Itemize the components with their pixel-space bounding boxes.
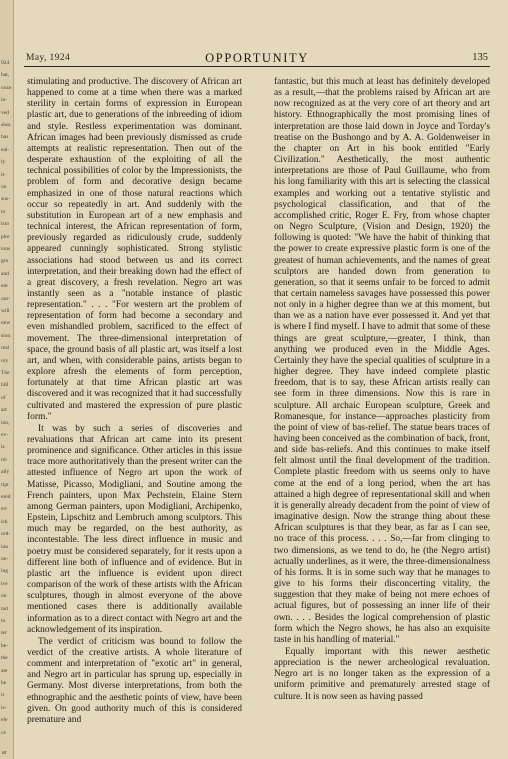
margin-fragment: sion. — [1, 122, 12, 128]
margin-fragment: has — [1, 134, 9, 141]
margin-fragment: ir — [1, 692, 5, 699]
margin-fragment: ered — [1, 494, 11, 500]
adjacent-page-margin — [0, 0, 14, 759]
margin-fragment: hat, — [1, 72, 10, 79]
running-header — [24, 50, 490, 67]
margin-fragment: ally — [1, 469, 10, 476]
paragraph: It was by such a series of discoveries and revaluations that African art came into its present prominence and significance. Other articles in this issue trace more authoritatively than the present writer can the attested influence of Negro art upon the work of Matisse, Picasso, Modigliani, and Soutine among the French painters, upon Max Pechstein, Elaine Stern among German painters, upon Modigliani, Archipenko, Epstein, Lipschitz and Lembruch among sculptors. This much may be regarded, on the best authority, as incontestable. The less direct influence in music and poetry must be considered separately, for it rests upon a different line both of influence and of evidence. But in plastic art the influence is evident upon direct comparison of the work of these artists with the African sculptures, though in almost everyone of the above mentioned cases there is additionally available information as to a direct contact with Negro art and the acknowledgement of its inspiration. — [27, 423, 242, 635]
margin-fragment: ent — [1, 283, 8, 290]
paragraph: stimulating and productive. The discovery of African art happened to come at a time when there was a marked sterility in certain forms of expression in European plastic art, due to generations of the inbreeding of idiom and style. Restless experimentation was dominant. African images had been previously dismissed as crude attempts at realistic representation. Then out of the desperate exhaustion of the exploiting of all the technical possibilities of color by the Impressionists, the problem of form and decorative design became emphasized in one of those natural reactions which occur so repeatedly in art. And suddenly with the substitution in European art of a new emphasis and technical interest, the African representation of form, previously regarded as ridiculously crude, suddenly appeared cunningly sophisticated. Strong stylistic associations had stood between us and its correct interpretation, and their breaking down had the effect of a great discovery, a fresh revelation. Negro art was instantly seen as a "notable instance of plastic representation." . . . "For western art the problem of representation of form had become a secondary and even mishandled problem, sacrificed to the effect of movement. The three-dimensional interpretation of space, the ground basis of all plastic art, was itself a lost art, and when, with considerable pains, artists began to explore afresh the elements of form perception, fortunately at that time African plastic art was discovered and it was recognized that it had successfully cultivated and mastered the expression of pure plastic form." — [27, 77, 242, 422]
margin-fragment: it- — [1, 171, 6, 178]
margin-fragment: to — [1, 618, 6, 624]
margin-fragment: hill — [1, 382, 9, 389]
margin-fragment: lsto — [1, 221, 9, 228]
margin-fragment: pire — [1, 233, 10, 240]
margin-fragment: ory — [1, 357, 9, 364]
margin-fragment: sion — [1, 332, 11, 339]
margin-fragment: ive — [1, 580, 8, 587]
paragraph: The verdict of criticism was bound to follow the verdict of the creative artists. A whole literature of comment and interpretation of "exotic art" in general, and Negro art in particular has sprung up, especially in Germany. Most diverse interpretations, from both the ethnographic and the aesthetic points of view, have been given. On good authority much of this is considered premature and — [27, 636, 242, 725]
paragraph: fantastic, but this much at least has definitely developed as a result,—that the problems raised by African art are now recognized as at the very core of art theory and art history. Ethnographically the most promising lines of interpretation are those laid down in Joyce and Torday's treatise on the Bushongo and by A. A. Goldenweiser in the chapter on Art in his book entitled "Early Civilization." Aesthetically, the most authentic interpretations are those of Paul Guillaume, who from his long familiarity with this art is selecting the classical examples and working out a tentative stylistic and psychological classification, and that of the accomplished critic, Roger E. Fry, from whose chapter on Negro Sculpture, (Vision and Design, 1920) the following is quoted: "We have the habit of thinking that the power to create expressive plastic form is one of the greatest of human achievements, and the names of great sculptors are handed down from generation to generation, so that it seems unfair to be forced to admit that certain nameless savages have possessed this power not only in a higher degree than we at this moment, but than we as a nation have ever possessed it. And yet that is where I find myself. I have to admit that some of these things are great sculpture,—greater, I think, than anything we produced even in the Middle Ages. Certainly they have the special qualities of sculpture in a higher degree. They have indeed complete plastic freedom, that is to say, these African artists really can see form in three dimensions. Now this is rare in sculpture. All archaic European sculpture, Greek and Romanesque, for instance—approaches plasticity from the point of view of bas-relief. The statue bears traces of having been conceived as the combination of back, front, and side bas-reliefs. And this continues to make itself felt almost until the final development of the tradition. Complete plastic freedom with us seems only to have come at the end of a long period, when the art has attained a high degree of representational skill and when it is generally already decadent from the point of view of imaginative design. Now the strange thing about these African sculptures is that they bear, as far as I can see, no trace of this process. . . . So,—far from clinging to two dimensions, as we tend to do, he (the Negro artist) actually underlines, as it were, the three-dimensionalness of his forms. It is in some such way that he manages to give to his forms their disconcerting vitality, the suggestion that they make of being not mere echoes of actual figures, but of possessing an inner life of their own. . . . Besides the logical comprehension of plastic form which the Negro shows, he has also an exquisite taste in his handling of material." — [274, 77, 490, 645]
margin-fragment: is — [1, 444, 5, 451]
left-text-column — [27, 77, 242, 726]
margin-fragment: ate — [1, 667, 8, 674]
margin-fragment: on — [1, 593, 7, 600]
margin-fragment: eal- — [1, 146, 10, 153]
margin-fragment: on — [1, 184, 7, 190]
margin-fragment: be- — [1, 642, 9, 649]
margin-fragment: to — [1, 208, 6, 215]
margin-fragment: art — [1, 407, 7, 414]
margin-fragment: our- — [1, 295, 11, 302]
issue-date: May, 1924 — [26, 53, 71, 63]
margin-fragment: ript — [1, 481, 9, 488]
margin-fragment: ord- — [1, 531, 11, 538]
margin-fragment: The — [1, 370, 10, 376]
magazine-title: OPPORTUNITY — [205, 51, 309, 65]
margin-fragment: rd- — [1, 456, 8, 463]
margin-fragment: ev- — [1, 432, 9, 438]
margin-fragment: gro — [1, 258, 9, 265]
margin-fragment: of — [1, 394, 6, 401]
margin-fragment: and — [1, 270, 9, 277]
margin-fragment: new — [1, 320, 11, 327]
margin-fragment: ick — [1, 518, 8, 525]
margin-fragment: ele — [1, 717, 8, 724]
margin-fragment: ter — [1, 630, 7, 637]
paragraph: Equally important with this newer aesthetic appreciation is the newer archeological revaluation. Negro art is no longer taken as the expression of a uniform primitive and prematurely arrested stage of culture. It is now seen as having passed — [274, 646, 490, 702]
margin-fragment: 924 — [1, 60, 10, 66]
margin-fragment: ing — [1, 568, 9, 575]
margin-fragment: ions — [1, 246, 11, 252]
margin-fragment: ved — [1, 109, 9, 116]
right-text-column — [274, 77, 490, 703]
margin-fragment: eri — [1, 506, 7, 513]
margin-fragment: ind — [1, 605, 9, 612]
margin-fragment: ion — [1, 543, 9, 550]
page-number: 135 — [472, 52, 488, 63]
margin-fragment: ooze — [1, 84, 12, 91]
margin-fragment: real — [1, 345, 10, 352]
margin-fragment: un- — [1, 556, 9, 562]
margin-fragment: will — [1, 308, 10, 314]
margin-fragment: he — [1, 680, 7, 686]
margin-fragment: sus- — [1, 196, 10, 203]
margin-fragment: the — [1, 655, 8, 662]
margin-fragment: ion, — [1, 419, 10, 426]
margin-fragment: ce — [1, 729, 6, 736]
margin-fragment: ly — [1, 159, 6, 166]
margin-fragment: in- — [1, 97, 8, 104]
margin-fragment: is- — [1, 704, 7, 711]
corner-mark: ar — [2, 750, 7, 756]
